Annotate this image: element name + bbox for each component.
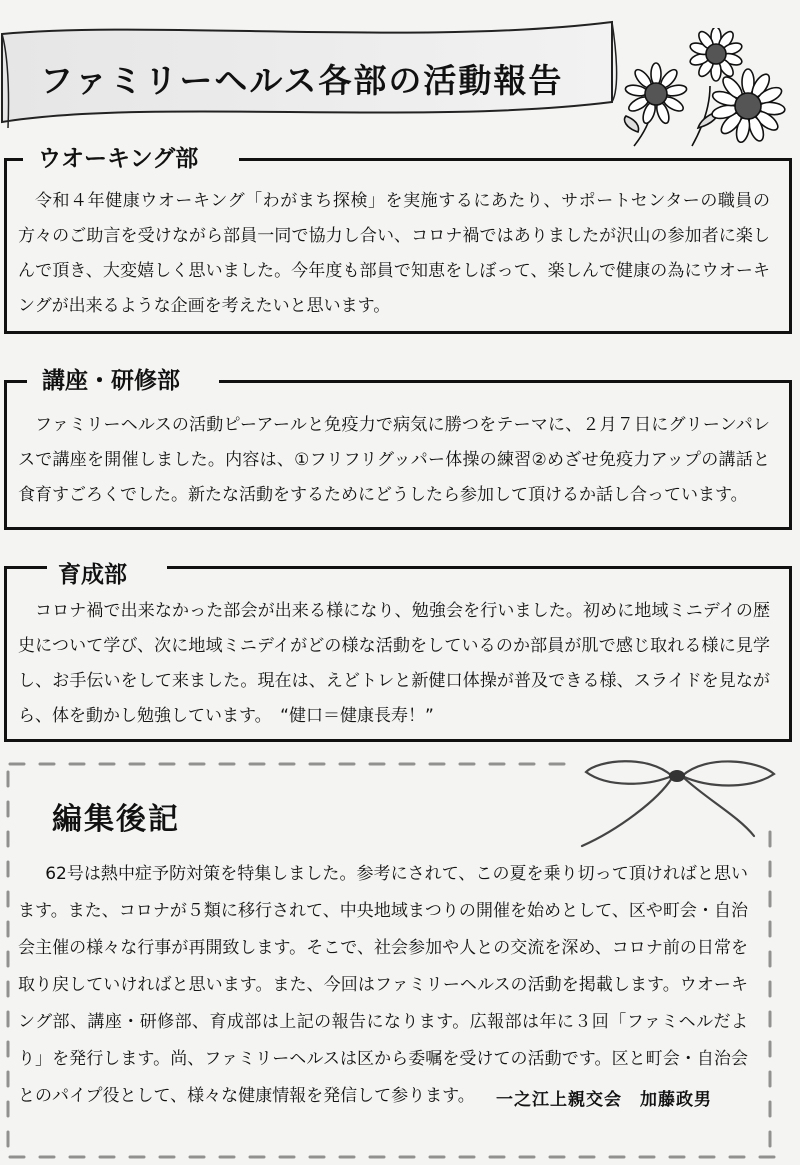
section-title-walking: ウオーキング部 <box>38 146 199 172</box>
postscript-title: 編集後記 <box>52 802 180 837</box>
sunflowers-icon <box>612 28 800 150</box>
ribbon-bow-icon <box>578 756 788 852</box>
section-body-lecture: ファミリーヘルスの活動ピーアールと免疫力で病気に勝つをテーマに、２月７日にグリーンパレスで講座を開催しました。内容は、①フリフリグッパー体操の練習②めざせ免疫力アップの講話と食育すごろくでした。新たな活動をするためにどうしたら参加して頂けるか話し合っています。 <box>18 415 770 505</box>
postscript-signature: 一之江上親交会 加藤政男 <box>496 1090 712 1110</box>
page-title: ファミリーヘルス各部の活動報告 <box>40 61 564 100</box>
section-title-lecture: 講座・研修部 <box>42 368 180 394</box>
section-title-training: 育成部 <box>58 562 127 588</box>
postscript-body: 62号は熱中症予防対策を特集しました。参考にされて、この夏を乗り切って頂ければと思います。また、コロナが５類に移行されて、中央地域まつりの開催を始めとして、区や町会・自治会主催の様々な行事が再開致します。そこで、社会参加や人との交流を深め、コロナ前の日常を取り戻していければと思います。また、今回はファミリーヘルスの活動を掲載します。ウオーキング部、講座・研修部、育成部は上記の報告になります。広報部は年に３回「ファミヘルだより」を発行します。尚、ファミリーヘルスは区から委嘱を受けての活動です。区と町会・自治会とのパイプ役として、様々な健康情報を発信して参ります。 <box>18 864 748 1106</box>
section-body-walking: 令和４年健康ウオーキング「わがまち探検」を実施するにあたり、サポートセンターの職員の方々のご助言を受けながら部員一同で協力し合い、コロナ禍ではありましたが沢山の参加者に楽しんで頂き、大変嬉しく思いました。今年度も部員で知恵をしぼって、楽しんで健康の為にウオーキングが出来るような企画を考えたいと思います。 <box>18 191 770 316</box>
section-body-training: コロナ禍で出来なかった部会が出来る様になり、勉強会を行いました。初めに地域ミニデイの歴史について学び、次に地域ミニデイがどの様な活動をしているのか部員が肌で感じ取れる様に見学し、お手伝いをして来ました。現在は、えどトレと新健口体操が普及できる様、スライドを見ながら、体を動かし勉強しています。 “健口＝健康長寿！” <box>18 601 770 726</box>
